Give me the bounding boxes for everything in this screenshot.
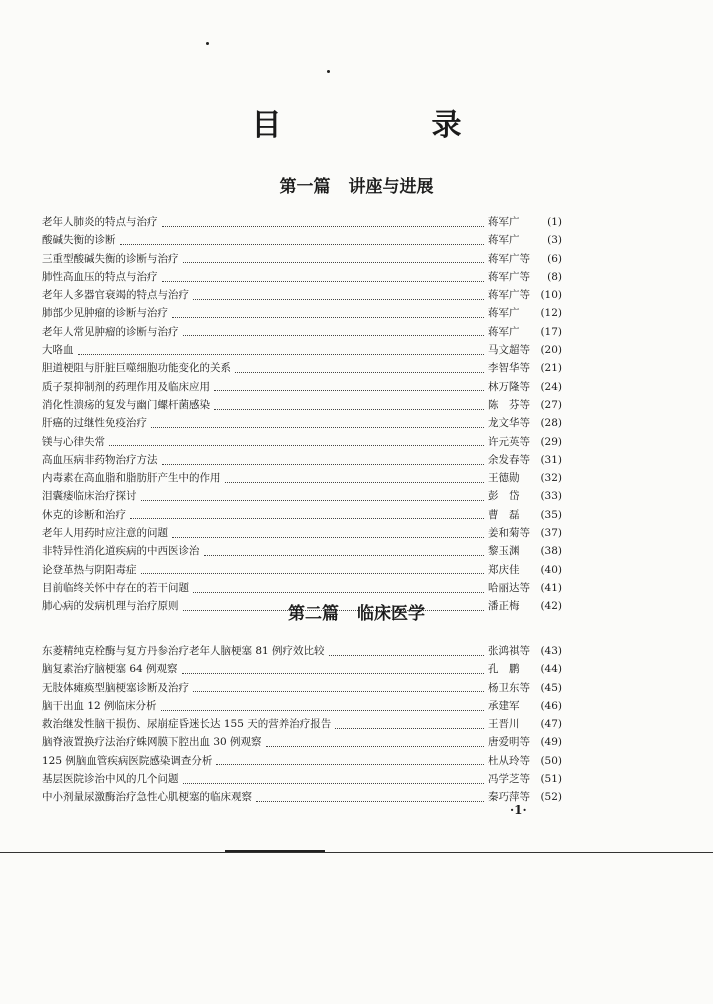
entry-author: 郑庆佳 xyxy=(488,563,520,576)
dot-leader xyxy=(109,437,484,446)
entry-title: 东菱精纯克栓酶与复方丹参治疗老年人脑梗塞 81 例疗效比较 xyxy=(42,645,325,657)
entry-page: (31) xyxy=(540,453,562,466)
toc-entry[interactable] xyxy=(42,788,562,806)
entry-page: (1) xyxy=(547,216,562,228)
dot-leader xyxy=(266,738,484,747)
toc-entry[interactable] xyxy=(42,359,562,377)
entry-page: (37) xyxy=(540,527,562,540)
dot-leader xyxy=(214,401,484,410)
dot-leader xyxy=(216,756,484,765)
entry-title: 救治继发性脑干损伤、尿崩症昏迷长达 155 天的营养治疗报告 xyxy=(42,718,332,731)
entry-title: 目前临终关怀中存在的若干问题 xyxy=(42,581,189,594)
entry-author: 蒋军广 xyxy=(488,307,520,320)
toc-entry[interactable] xyxy=(42,433,562,451)
entry-page: (21) xyxy=(540,362,562,375)
entry-author: 唐爱明等 xyxy=(488,736,530,749)
section-name: 临床医学 xyxy=(357,604,425,624)
dot-leader xyxy=(141,492,485,501)
dot-leader xyxy=(183,327,485,336)
entry-title: 高血压病非药物治疗方法 xyxy=(42,453,158,466)
dot-leader xyxy=(183,254,485,263)
entry-title: 三重型酸碱失衡的诊断与治疗 xyxy=(42,252,179,265)
entry-title: 肺心病的发病机理与治疗原则 xyxy=(42,600,179,613)
dot-leader xyxy=(225,474,485,483)
entry-author: 李智华等 xyxy=(488,362,530,375)
entry-author: 林万隆等 xyxy=(488,380,530,393)
dot-leader xyxy=(193,291,484,300)
dot-leader xyxy=(130,510,484,519)
entry-title: 125 例脑血管疾病医院感染调查分析 xyxy=(42,754,213,767)
entry-author: 秦巧萍等 xyxy=(488,791,530,804)
section-number: 第一篇 xyxy=(279,177,331,197)
dot-leader xyxy=(193,683,484,692)
toc-entry[interactable] xyxy=(42,268,562,286)
entry-page: (8) xyxy=(547,270,562,283)
dot-leader xyxy=(120,236,485,245)
entry-title: 老年人多器官衰竭的特点与治疗 xyxy=(42,289,189,302)
entry-page: (41) xyxy=(540,581,562,594)
toc-entry[interactable] xyxy=(42,304,562,322)
dot-leader xyxy=(141,565,485,574)
toc-list-section-2 xyxy=(42,642,562,807)
section-name: 讲座与进展 xyxy=(348,177,434,197)
entry-page: (44) xyxy=(540,663,562,676)
entry-title: 中小剂量尿激酶治疗急性心肌梗塞的临床观察 xyxy=(42,791,252,804)
toc-entry[interactable] xyxy=(42,715,562,733)
entry-title: 内毒素在高血脂和脂肪肝产生中的作用 xyxy=(42,472,221,485)
entry-author: 龙文华等 xyxy=(488,417,530,430)
entry-page: (32) xyxy=(540,472,562,485)
entry-author: 蒋军广 xyxy=(488,234,520,247)
entry-title: 大咯血 xyxy=(42,344,74,357)
entry-author: 蒋军广 xyxy=(488,325,520,338)
toc-entry[interactable] xyxy=(42,286,562,304)
dot-leader xyxy=(162,273,485,282)
entry-title: 镁与心律失常 xyxy=(42,435,105,448)
toc-entry[interactable] xyxy=(42,679,562,697)
toc-entry[interactable] xyxy=(42,250,562,268)
entry-page: (43) xyxy=(540,645,562,657)
entry-title: 消化性溃疡的复发与幽门螺杆菌感染 xyxy=(42,398,210,411)
entry-page: (10) xyxy=(540,289,562,302)
toc-entry[interactable] xyxy=(42,396,562,414)
dot-leader xyxy=(329,647,484,656)
entry-page: (27) xyxy=(540,398,562,411)
entry-page: (42) xyxy=(540,600,562,613)
entry-author: 哈丽达等 xyxy=(488,581,530,594)
entry-author: 蒋军广等 xyxy=(488,252,530,265)
ink-speck xyxy=(206,42,209,45)
entry-page: (6) xyxy=(547,252,562,265)
entry-author: 蒋军广等 xyxy=(488,270,530,283)
entry-title: 老年人用药时应注意的问题 xyxy=(42,527,168,540)
dot-leader xyxy=(172,529,484,538)
dot-leader xyxy=(214,382,484,391)
entry-title: 脑复素治疗脑梗塞 64 例观察 xyxy=(42,663,178,676)
entry-author: 彭 岱 xyxy=(488,490,520,503)
dot-leader xyxy=(335,720,484,729)
entry-author: 承建军 xyxy=(488,699,520,712)
toc-entry[interactable] xyxy=(42,660,562,678)
dot-leader xyxy=(182,665,484,674)
entry-author: 余发春等 xyxy=(488,453,530,466)
entry-author: 姜和菊等 xyxy=(488,527,530,540)
entry-author: 曹 磊 xyxy=(488,508,520,521)
entry-title: 老年人常见肿瘤的诊断与治疗 xyxy=(42,325,179,338)
entry-page: (49) xyxy=(540,736,562,749)
entry-page: (47) xyxy=(540,718,562,731)
toc-entry[interactable] xyxy=(42,561,562,579)
toc-entry[interactable] xyxy=(42,770,562,788)
dot-leader xyxy=(172,309,484,318)
entry-title: 休克的诊断和治疗 xyxy=(42,508,126,521)
entry-page: (40) xyxy=(540,563,562,576)
entry-title: 脑脊液置换疗法治疗蛛网膜下腔出血 30 例观察 xyxy=(42,736,262,749)
entry-page: (38) xyxy=(540,545,562,558)
toc-list-section-1 xyxy=(42,213,562,616)
divider xyxy=(0,852,713,853)
entry-author: 王德勋 xyxy=(488,472,520,485)
entry-page: (45) xyxy=(540,681,562,694)
entry-author: 许元英等 xyxy=(488,435,530,448)
entry-author: 杨卫东等 xyxy=(488,681,530,694)
entry-page: (24) xyxy=(540,380,562,393)
toc-entry[interactable] xyxy=(42,451,562,469)
entry-page: (12) xyxy=(540,307,562,320)
toc-entry[interactable] xyxy=(42,733,562,751)
entry-page: (3) xyxy=(547,234,562,247)
toc-entry[interactable] xyxy=(42,323,562,341)
page-number: ·1· xyxy=(510,803,527,817)
entry-title: 泪囊瘘临床治疗探讨 xyxy=(42,490,137,503)
entry-title: 非特异性消化道疾病的中西医诊治 xyxy=(42,545,200,558)
entry-title: 老年人肺炎的特点与治疗 xyxy=(42,216,158,228)
entry-author: 蒋军广等 xyxy=(488,289,530,302)
dot-leader xyxy=(162,218,485,227)
section-heading-1 xyxy=(0,172,713,197)
dot-leader xyxy=(235,364,484,373)
toc-entry[interactable] xyxy=(42,752,562,770)
entry-author: 蒋军广 xyxy=(488,216,520,228)
dot-leader xyxy=(78,346,485,355)
toc-entry[interactable] xyxy=(42,213,562,231)
dot-leader xyxy=(161,702,484,711)
dot-leader xyxy=(256,793,484,802)
toc-entry[interactable] xyxy=(42,378,562,396)
entry-author: 孔 鹏 xyxy=(488,663,520,676)
entry-page: (17) xyxy=(540,325,562,338)
entry-author: 张鸿祺等 xyxy=(488,645,530,657)
toc-entry[interactable] xyxy=(42,642,562,660)
entry-author: 马文超等 xyxy=(488,344,530,357)
entry-page: (29) xyxy=(540,435,562,448)
entry-page: (51) xyxy=(540,773,562,786)
entry-page: (52) xyxy=(540,791,562,804)
toc-entry[interactable] xyxy=(42,487,562,505)
dot-leader xyxy=(183,775,485,784)
entry-page: (28) xyxy=(540,417,562,430)
toc-entry[interactable] xyxy=(42,506,562,524)
entry-author: 潘正梅 xyxy=(488,600,520,613)
entry-page: (20) xyxy=(540,344,562,357)
entry-author: 王晋川 xyxy=(488,718,520,731)
entry-title: 酸碱失衡的诊断 xyxy=(42,234,116,247)
dot-leader xyxy=(162,456,485,465)
toc-entry[interactable] xyxy=(42,341,562,359)
entry-title: 质子泵抑制剂的药理作用及临床应用 xyxy=(42,380,210,393)
entry-title: 胆道梗阻与肝脏巨噬细胞功能变化的关系 xyxy=(42,362,231,375)
entry-page: (33) xyxy=(540,490,562,503)
entry-author: 黎玉渊 xyxy=(488,545,520,558)
entry-title: 基层医院诊治中风的几个问题 xyxy=(42,773,179,786)
entry-author: 杜从玲等 xyxy=(488,754,530,767)
entry-title: 肺部少见肿瘤的诊断与治疗 xyxy=(42,307,168,320)
entry-page: (46) xyxy=(540,699,562,712)
section-number: 第二篇 xyxy=(288,604,339,624)
dot-leader xyxy=(204,547,485,556)
entry-author: 陈 芬等 xyxy=(488,398,530,411)
page-title: 目 录 xyxy=(251,108,522,143)
toc-entry[interactable] xyxy=(42,414,562,432)
entry-title: 论登革热与阴阳毒症 xyxy=(42,563,137,576)
ink-speck xyxy=(327,70,330,73)
entry-title: 肝癌的过继性免疫治疗 xyxy=(42,417,147,430)
toc-entry[interactable] xyxy=(42,542,562,560)
section-heading-2 xyxy=(0,599,713,624)
toc-entry[interactable] xyxy=(42,524,562,542)
entry-author: 冯学芝等 xyxy=(488,773,530,786)
entry-page: (50) xyxy=(540,754,562,767)
entry-title: 肺性高血压的特点与治疗 xyxy=(42,270,158,283)
entry-page: (35) xyxy=(540,508,562,521)
dot-leader xyxy=(151,419,484,428)
toc-entry[interactable] xyxy=(42,469,562,487)
entry-title: 无肢体瘫痪型脑梗塞诊断及治疗 xyxy=(42,681,189,694)
toc-entry[interactable] xyxy=(42,697,562,715)
toc-entry[interactable] xyxy=(42,231,562,249)
entry-title: 脑干出血 12 例临床分析 xyxy=(42,699,157,712)
dot-leader xyxy=(193,584,484,593)
toc-entry[interactable] xyxy=(42,579,562,597)
